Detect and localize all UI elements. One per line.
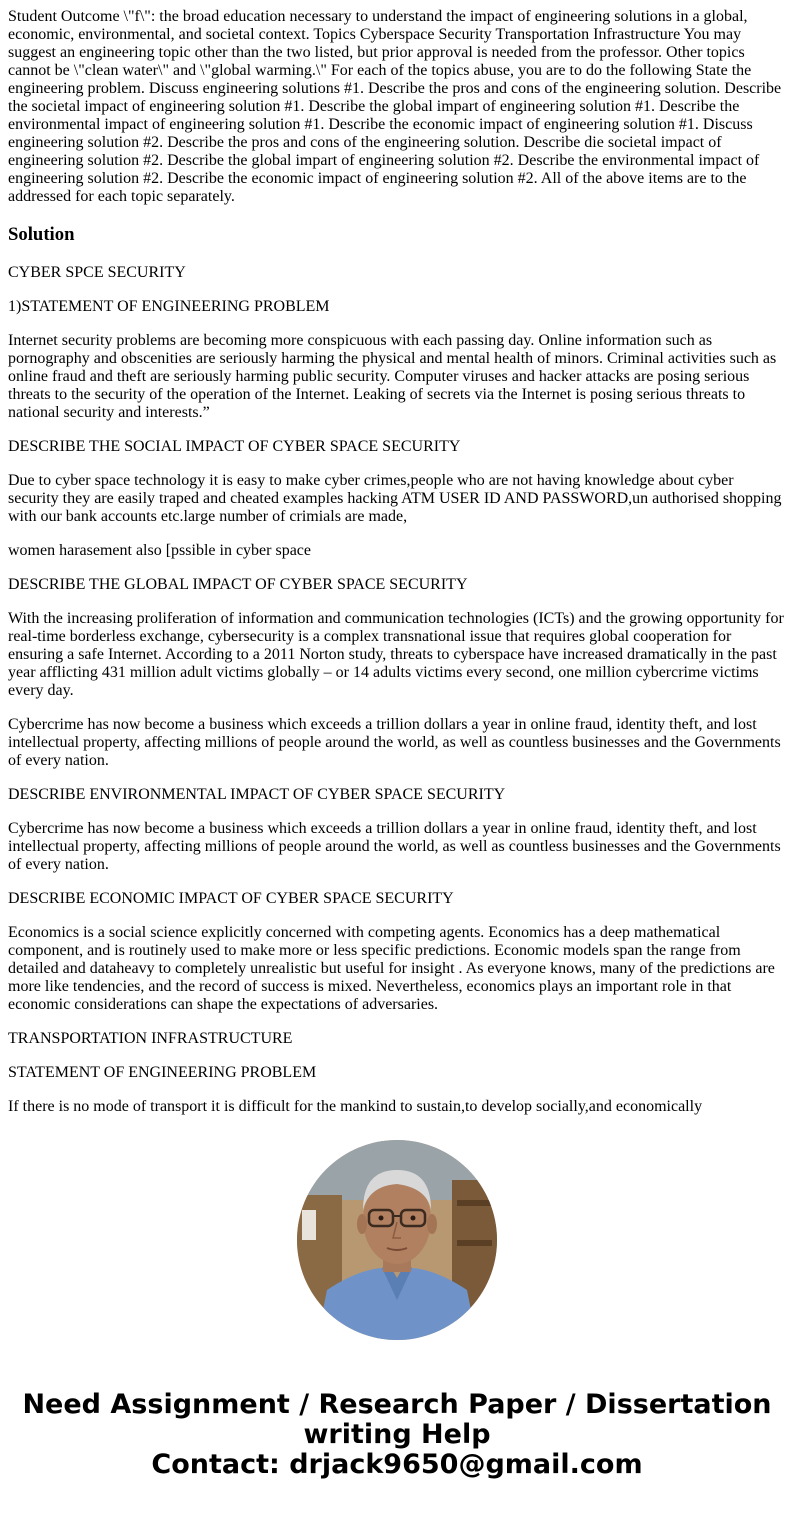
section-heading: DESCRIBE THE SOCIAL IMPACT OF CYBER SPACE SECURITY [8,438,461,455]
promo-contact: Contact: drjack9650@gmail.com [151,1449,643,1480]
body-paragraph: Cybercrime has now become a business which exceeds a trillion dollars a year in online fraud, identity theft, and lost intellectual property, affecting millions of people around the world, as well as countless businesses and the Governments of every nation. [8,716,781,769]
body-paragraph: Economics is a social science explicitly concerned with competing agents. Economics has a deep mathematical component, and is routinely used to make more or less specific predictions. Economic models span the range from detailed and dataheavy to completely unrealistic but useful for insight . As everyone knows, many of the predictions are more like tendencies, and the record of success is mixed. Nevertheless, economics plays an important role in that economic considerations can shape the expectations of adversaries. [8,924,775,1013]
promo-banner [8,1390,786,1480]
body-paragraph: Due to cyber space technology it is easy to make cyber crimes,people who are not having knowledge about cyber security they are easily traped and cheated examples hacking ATM USER ID AND PASSWORD,un authorised shopping with our bank accounts etc.large number of crimials are made, [8,472,782,525]
body-paragraph: Cybercrime has now become a business which exceeds a trillion dollars a year in online fraud, identity theft, and lost intellectual property, affecting millions of people around the world, as well as countless businesses and the Governments of every nation. [8,820,781,873]
avatar [297,1140,497,1340]
body-paragraph: With the increasing proliferation of information and communication technologies (ICTs) and the growing opportunity for real-time borderless exchange, cybersecurity is a complex transnational issue that requires global cooperation for ensuring a safe Internet. According to a 2011 Norton study, threats to cyberspace have increased dramatically in the past year afflicting 431 million adult victims globally – or 14 adults victims every second, one million cybercrime victims every day. [8,610,784,699]
section-heading: 1)STATEMENT OF ENGINEERING PROBLEM [8,298,330,315]
solution-body [8,264,786,1116]
body-paragraph: women harasement also [pssible in cyber space [8,542,312,559]
avatar-container [8,1140,786,1340]
body-paragraph: Internet security problems are becoming more conspicuous with each passing day. Online information such as pornography and obscenities are seriously harming the physical and mental health of minors. Criminal activities such as online fraud and theft are seriously harming public security. Computer viruses and hacker attacks are posing serious threats to the security of the operation of the Internet. Leaking of secrets via the Internet is posing serious threats to national security and interests.” [8,332,777,421]
promo-line: writing Help [303,1419,491,1450]
topic-title: CYBER SPCE SECURITY [8,264,186,281]
section-heading: DESCRIBE ENVIRONMENTAL IMPACT OF CYBER SPACE SECURITY [8,786,506,803]
question-text: Student Outcome \"f\": the broad education necessary to understand the impact of engineering solutions in a global, economic, environmental, and societal context. Topics Cyberspace Security Transportation Infrastructure You may suggest an engineering topic other than the two listed, but prior approval is needed from the professor. Other topics cannot be \"clean water\" and \"global warming.\" For each of the topics abuse, you are to do the following State the engineering problem. Discuss engineering solutions #1. Describe the pros and cons of the engineering solution. Describe the societal impact of engineering solution #1. Describe the global impart of engineering solution #1. Describe the environmental impact of engineering solution #1. Describe the economic impact of engineering solution #1. Discuss engineering solution #2. Describe the pros and cons of the engineering solution. Describe die societal impact of engineering solution #2. Describe the global impart of engineering solution #2. Describe the environmental impact of engineering solution #2. Describe the economic impact of engineering solution #2. All of the above items are to the addressed for each topic separately. [8,8,782,205]
section-heading: STATEMENT OF ENGINEERING PROBLEM [8,1064,317,1081]
body-paragraph: If there is no mode of transport it is difficult for the mankind to sustain,to develop socially,and economically [8,1098,703,1115]
topic-title: TRANSPORTATION INFRASTRUCTURE [8,1030,293,1047]
solution-heading: Solution [8,224,75,245]
section-heading: DESCRIBE ECONOMIC IMPACT OF CYBER SPACE SECURITY [8,890,454,907]
promo-line: Need Assignment / Research Paper / Dissertation [22,1389,772,1420]
section-heading: DESCRIBE THE GLOBAL IMPACT OF CYBER SPACE SECURITY [8,576,468,593]
portrait-image [297,1140,497,1340]
